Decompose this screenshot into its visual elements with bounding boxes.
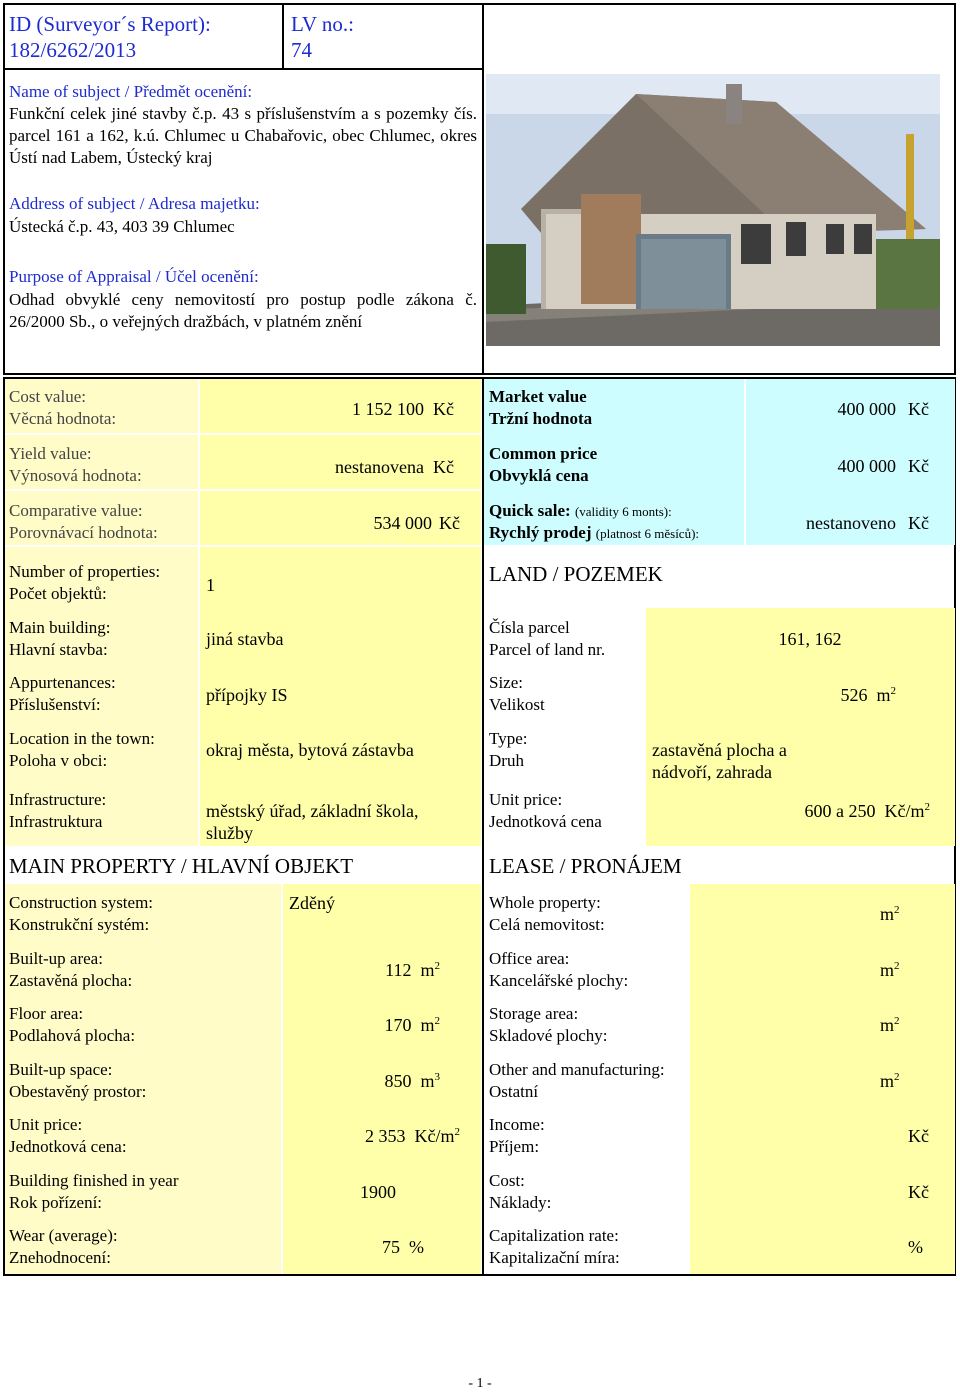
main-label-cz: Hlavní stavba:: [9, 640, 108, 659]
cost-label-en: Cost value:: [9, 387, 86, 406]
cs-label-en: Construction system:: [9, 893, 154, 912]
address-text: Ústecká č.p. 43, 403 39 Chlumec: [9, 217, 235, 236]
top-divider-vertical: [482, 3, 484, 375]
app-label-cz: Příslušenství:: [9, 695, 101, 714]
leasecost-label-cz: Náklady:: [489, 1193, 552, 1212]
market-currency: Kč: [908, 399, 929, 419]
landup-value: [760, 800, 930, 822]
office-label-cz: Kancelářské plochy:: [489, 971, 629, 990]
subject-name-label: Name of subject / Předmět ocenění:: [9, 82, 253, 101]
bua-unit-exp: 2: [434, 960, 440, 972]
quick-currency: Kč: [908, 513, 929, 533]
loc-label-cz: Poloha v obci:: [9, 751, 108, 770]
parc-label-en: Parcel of land nr.: [489, 640, 606, 659]
mainup-label-en: Unit price:: [9, 1115, 83, 1134]
market-label-en: Market value: [489, 387, 587, 406]
property-photo: [486, 74, 940, 346]
storage-label-cz: Skladové plochy:: [489, 1026, 608, 1045]
wear-label-en: Wear (average):: [9, 1226, 118, 1245]
fa-unit: m: [420, 1015, 435, 1035]
type-label-cz: Druh: [489, 751, 524, 770]
id-label: ID (Surveyor´s Report):: [9, 12, 211, 36]
fa-label-en: Floor area:: [9, 1004, 84, 1023]
cost-value: 1 152 100: [352, 399, 424, 419]
bua-label-en: Built-up area:: [9, 949, 103, 968]
inf-label-cz: Infrastruktura: [9, 812, 103, 831]
size-number: 526: [840, 685, 868, 705]
bf-value: 1900: [360, 1182, 396, 1202]
bus-value: [340, 1070, 440, 1092]
type-label-en: Type:: [489, 729, 528, 748]
cs-label-cz: Konstrukční systém:: [9, 915, 150, 934]
wear-number: 75: [382, 1237, 400, 1257]
num-label-cz: Počet objektů:: [9, 584, 107, 603]
app-label-en: Appurtenances:: [9, 673, 116, 692]
quick-label-cz: [489, 522, 699, 545]
bus-label-en: Built-up space:: [9, 1060, 113, 1079]
common-value: 400 000: [837, 456, 896, 476]
bf-label-cz: Rok pořízení:: [9, 1193, 103, 1212]
common-label-en: Common price: [489, 444, 598, 463]
inf-value: městský úřad, základní škola, služby: [206, 801, 419, 843]
whole-label-en: Whole property:: [489, 893, 601, 912]
landup-number: 600 a 250: [804, 801, 876, 821]
other-unit: [880, 1070, 900, 1092]
wear-unit: %: [409, 1237, 424, 1257]
address-label: Address of subject / Adresa majetku:: [9, 194, 260, 213]
office-unit-m: m: [880, 960, 895, 980]
yield-currency: Kč: [433, 457, 454, 477]
id-value: 182/6262/2013: [9, 38, 137, 62]
lease-value-column: [690, 884, 955, 1274]
storage-unit-exp: 2: [894, 1015, 900, 1027]
bf-label-en: Building finished in year: [9, 1171, 179, 1190]
size-label-en: Size:: [489, 673, 523, 692]
main-property-title: MAIN PROPERTY / HLAVNÍ OBJEKT: [9, 854, 354, 878]
whole-unit-exp: 2: [894, 904, 900, 916]
other-unit-m: m: [880, 1071, 895, 1091]
storage-unit-m: m: [880, 1015, 895, 1035]
purpose-text: Odhad obvyklé ceny nemovitostí pro postup podle zákona č. 26/2000 Sb., o veřejných dražbách, v platném znění: [9, 290, 477, 331]
inf-label-en: Infrastructure:: [9, 790, 107, 809]
quick-value: nestanoveno: [806, 513, 896, 533]
landup-unit-exp: 2: [924, 801, 930, 813]
fa-unit-exp: 2: [434, 1015, 440, 1027]
whole-unit-m: m: [880, 904, 895, 924]
mainup-unit: Kč/m: [414, 1126, 455, 1146]
office-unit: [880, 959, 900, 981]
size-unit-exp: 2: [890, 685, 896, 697]
app-value: přípojky IS: [206, 685, 288, 705]
main-value: jiná stavba: [206, 629, 284, 649]
bus-label-cz: Obestavěný prostor:: [9, 1082, 147, 1101]
parc-label-cz: Čísla parcel: [489, 618, 570, 637]
parc-value: 161, 162: [778, 629, 842, 649]
bus-number: 850: [384, 1071, 412, 1091]
main-label-en: Main building:: [9, 618, 111, 637]
quick-label-en: [489, 500, 672, 523]
lv-value: 74: [291, 38, 312, 62]
bus-unit: m: [420, 1071, 435, 1091]
cs-value: Zděný: [289, 893, 335, 913]
income-label-en: Income:: [489, 1115, 545, 1134]
leasecost-unit: Kč: [908, 1182, 929, 1202]
loc-label-en: Location in the town:: [9, 729, 155, 748]
bua-number: 112: [385, 960, 412, 980]
num-value: 1: [206, 575, 215, 595]
comp-label-cz: Porovnávací hodnota:: [9, 523, 158, 542]
yield-label-en: Yield value:: [9, 444, 92, 463]
quick-label-cz-main: Rychlý prodej: [489, 523, 592, 542]
type-value: zastavěná plocha a nádvoří, zahrada: [652, 740, 787, 782]
fa-label-cz: Podlahová plocha:: [9, 1026, 136, 1045]
quick-label-en-note: (validity 6 monts):: [574, 504, 672, 519]
fa-number: 170: [384, 1015, 412, 1035]
subject-name-text: Funkční celek jiné stavby č.p. 43 s příslušenstvím a s pozemky čís. parcel 161 a 162, k.ú. Chlumec u Chabařovic, obec Chlumec, okres Ústí nad Labem, Ústecký kraj: [9, 104, 477, 167]
purpose-label: Purpose of Appraisal / Účel ocenění:: [9, 267, 259, 286]
cost-currency: Kč: [433, 399, 454, 419]
wear-label-cz: Znehodnocení:: [9, 1248, 111, 1267]
yield-label-cz: Výnosová hodnota:: [9, 466, 142, 485]
lv-label: LV no.:: [291, 12, 355, 36]
yield-value: nestanovena: [335, 457, 424, 477]
comp-label-en: Comparative value:: [9, 501, 143, 520]
storage-label-en: Storage area:: [489, 1004, 579, 1023]
mainup-number: 2 353: [365, 1126, 406, 1146]
whole-unit: [880, 903, 900, 925]
bua-unit: m: [420, 960, 435, 980]
landup-label-cz: Jednotková cena: [489, 812, 602, 831]
common-currency: Kč: [908, 456, 929, 476]
fa-value: [340, 1014, 440, 1036]
quick-label-cz-note: (platnost 6 měsíců):: [595, 526, 700, 541]
id-lv-divider: [282, 3, 284, 69]
mainup-value: [330, 1125, 460, 1147]
wear-value: [360, 1236, 424, 1258]
other-label-en: Other and manufacturing:: [489, 1060, 665, 1079]
cap-label-en: Capitalization rate:: [489, 1226, 619, 1245]
comp-currency: Kč: [439, 513, 460, 533]
land-title: LAND / POZEMEK: [489, 562, 663, 586]
office-label-en: Office area:: [489, 949, 570, 968]
page-number: - 1 -: [468, 1376, 492, 1391]
bua-value: [340, 959, 440, 981]
market-value: 400 000: [837, 399, 896, 419]
office-unit-exp: 2: [894, 960, 900, 972]
cost-label-cz: Věcná hodnota:: [9, 409, 117, 428]
num-label-en: Number of properties:: [9, 562, 161, 581]
size-value: [780, 684, 896, 706]
other-label-cz: Ostatní: [489, 1082, 539, 1101]
storage-unit: [880, 1014, 900, 1036]
cap-label-cz: Kapitalizační míra:: [489, 1248, 620, 1267]
cap-unit: %: [908, 1237, 923, 1257]
income-unit: Kč: [908, 1126, 929, 1146]
lease-title: LEASE / PRONÁJEM: [489, 854, 682, 878]
loc-value: okraj města, bytová zástavba: [206, 740, 414, 760]
bus-unit-exp: 3: [434, 1071, 440, 1083]
landup-unit: Kč/m: [884, 801, 925, 821]
bua-label-cz: Zastavěná plocha:: [9, 971, 133, 990]
leasecost-label-en: Cost:: [489, 1171, 525, 1190]
size-unit: m: [876, 685, 891, 705]
other-unit-exp: 2: [894, 1071, 900, 1083]
id-lv-bottom-line: [3, 68, 484, 70]
quick-label-en-main: Quick sale:: [489, 501, 571, 520]
mainup-label-cz: Jednotková cena:: [9, 1137, 127, 1156]
landup-label-en: Unit price:: [489, 790, 563, 809]
mainup-unit-exp: 2: [454, 1126, 460, 1138]
size-label-cz: Velikost: [489, 695, 545, 714]
comp-value: 534 000: [373, 513, 432, 533]
market-divider: [744, 379, 746, 545]
whole-label-cz: Celá nemovitost:: [489, 915, 605, 934]
market-label-cz: Tržní hodnota: [489, 409, 593, 428]
income-label-cz: Příjem:: [489, 1137, 540, 1156]
common-label-cz: Obvyklá cena: [489, 466, 589, 485]
